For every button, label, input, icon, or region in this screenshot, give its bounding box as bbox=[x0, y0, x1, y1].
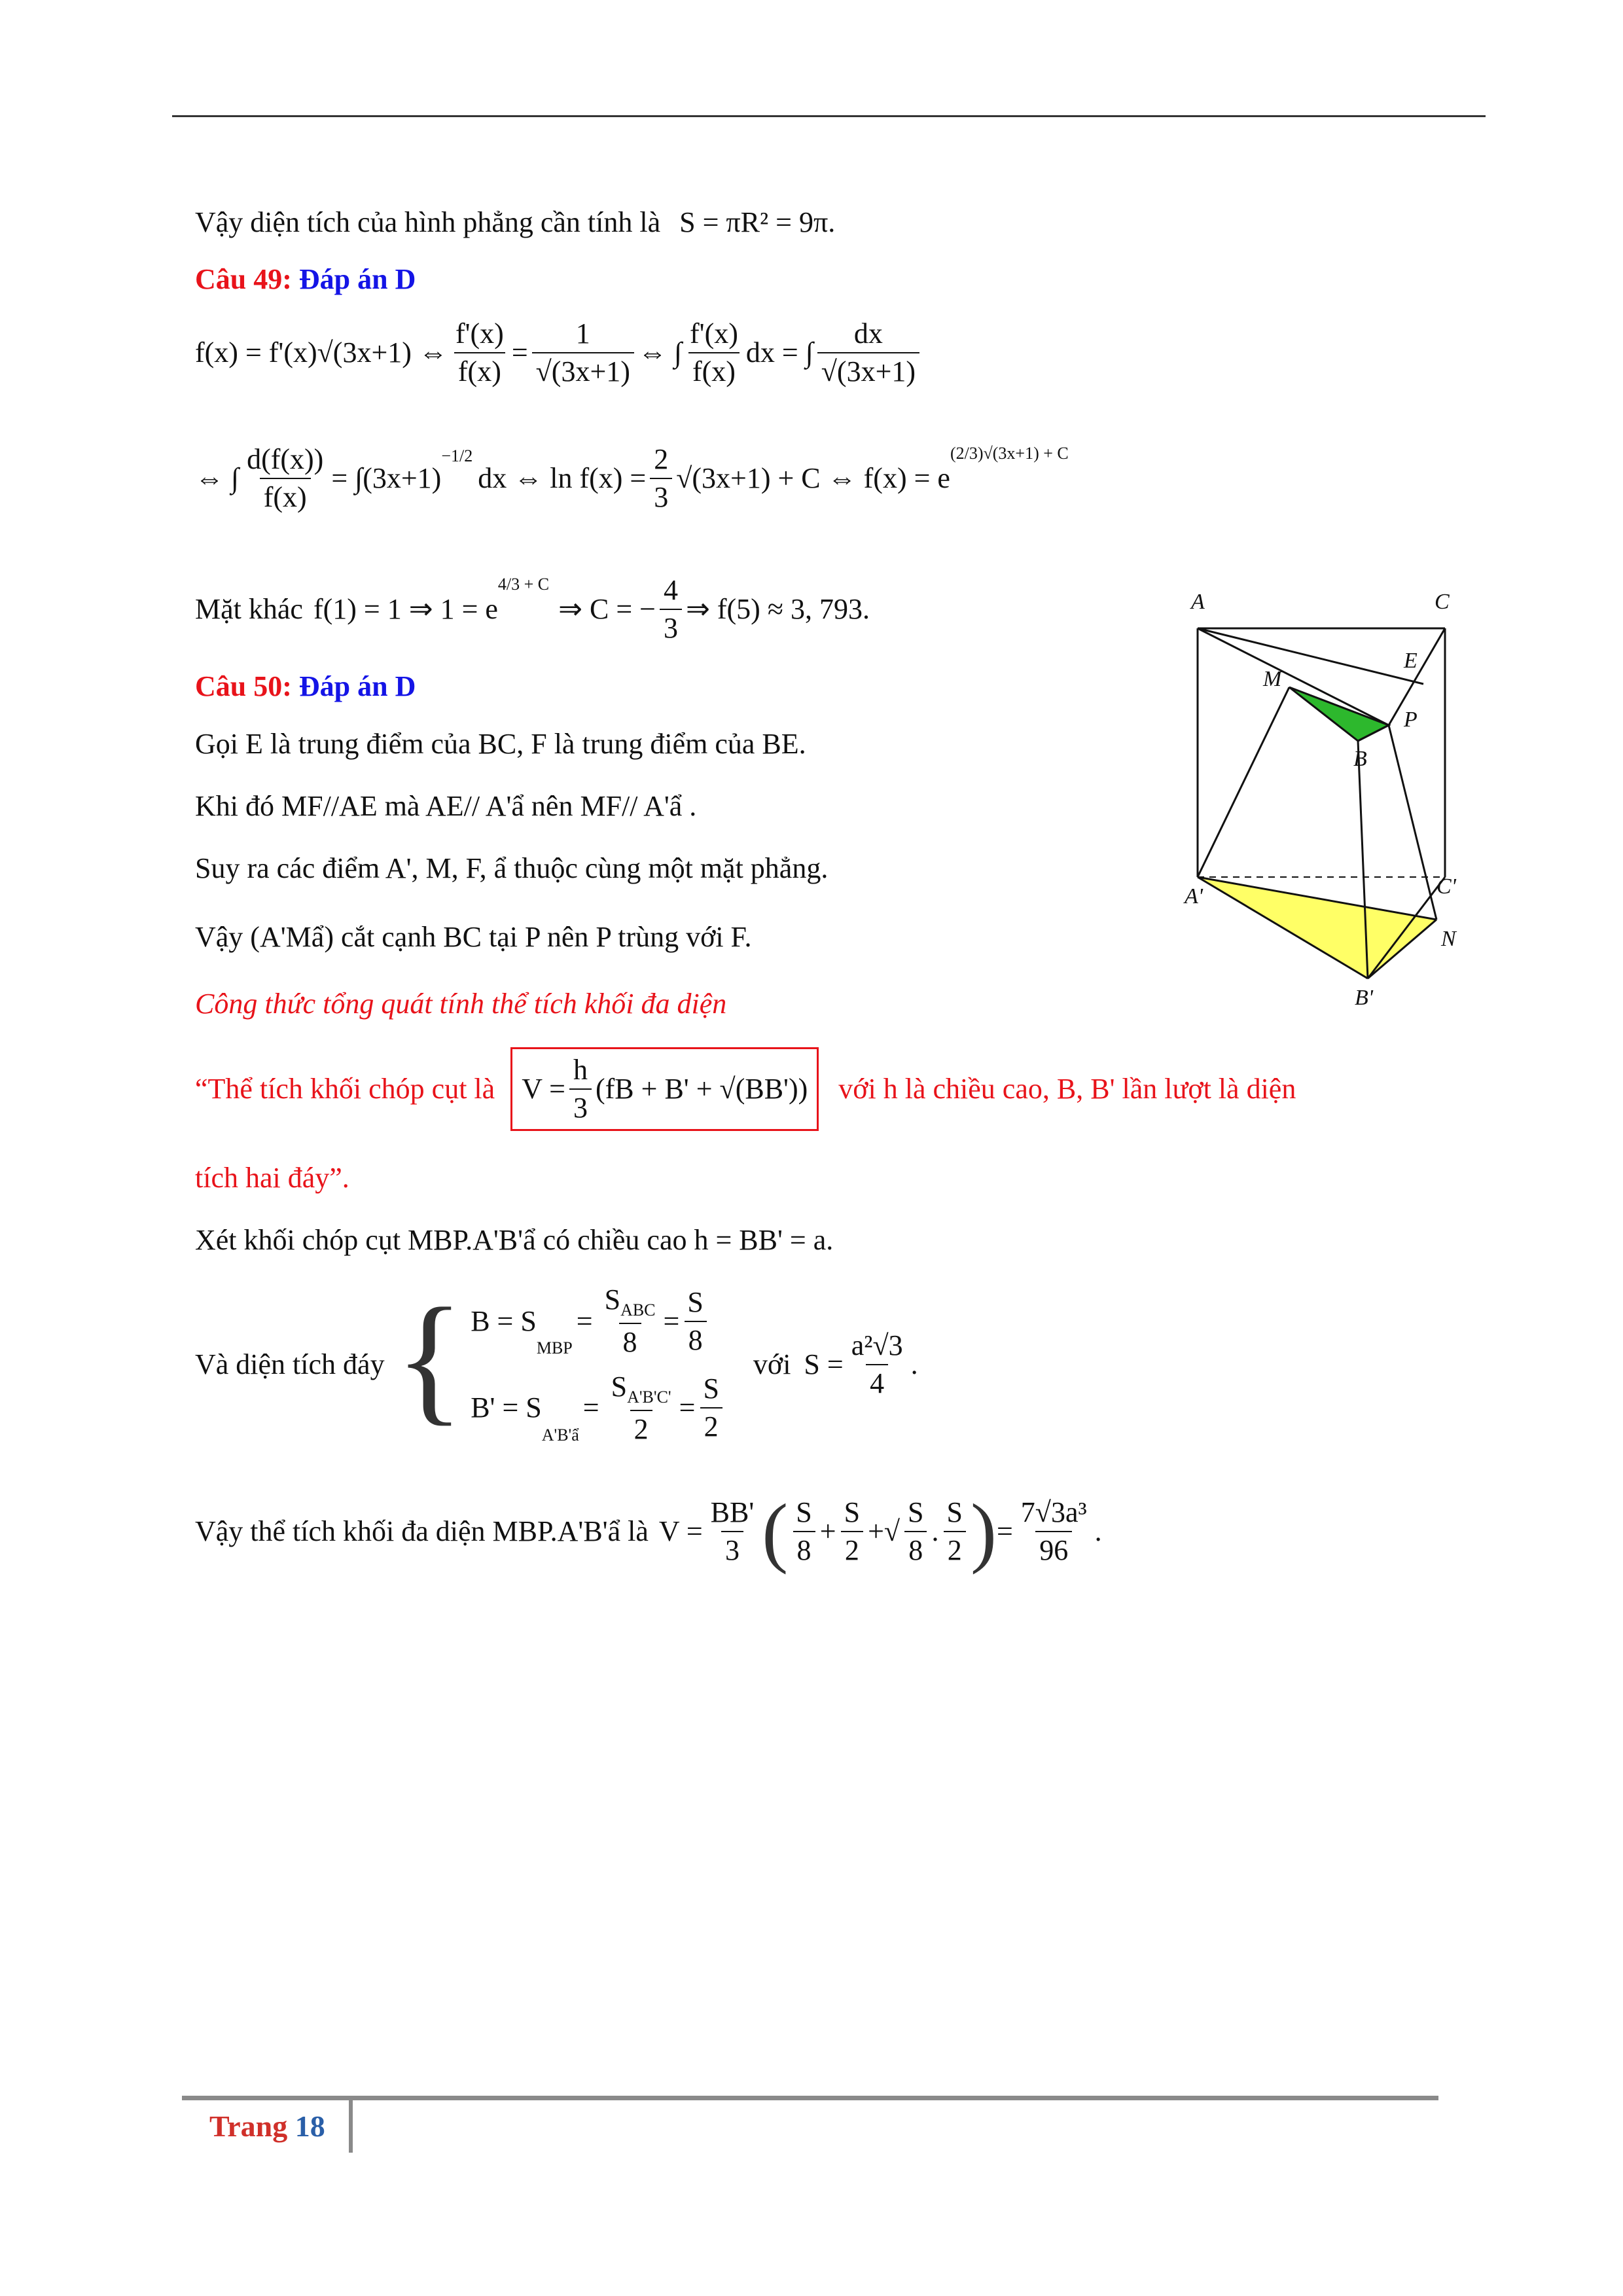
exponent: 4/3 + C bbox=[497, 575, 550, 594]
fraction bbox=[943, 1498, 967, 1565]
formula-heading: Công thức tổng quát tính thể tích khối đa diện bbox=[195, 988, 727, 1020]
numerator: d(f(x)) bbox=[247, 443, 324, 475]
fraction bbox=[699, 1374, 722, 1441]
fraction bbox=[817, 319, 919, 386]
numerator: BB' bbox=[710, 1496, 755, 1528]
numerator: 4 bbox=[664, 574, 678, 606]
answer-label: Đáp án D bbox=[298, 670, 416, 702]
label-C: C bbox=[1435, 590, 1450, 614]
subscript: MBP bbox=[536, 1338, 573, 1357]
fraction bbox=[683, 1285, 707, 1356]
numerator: S bbox=[796, 1496, 812, 1528]
numerator: $S_{A'B'C'}$ bbox=[611, 1371, 671, 1407]
eq-part3: ⇒ f(5) ≈ 3, 793. bbox=[686, 593, 870, 625]
final-volume: Vậy thể tích khối đa diện MBP.A'B'ẩ là V = $\frac{BB'}{3}$ ( $\frac{S}{8}$ + $\frac{S}{2}$ +√ $\frac{S}{8}$ . $\frac{S}{2}$ ) = $\frac{\text{7√3a³}}{96}$ . bbox=[195, 1488, 1102, 1575]
denominator: 3 bbox=[569, 1088, 592, 1122]
fraction bbox=[686, 319, 742, 386]
final-v: V = bbox=[658, 1515, 703, 1547]
final-prefix: Vậy thể tích khối đa diện MBP.A'B'ẩ là bbox=[195, 1515, 649, 1547]
fraction bbox=[569, 1056, 592, 1122]
page-label: Trang bbox=[209, 2109, 288, 2143]
numerator: S bbox=[908, 1496, 924, 1528]
fraction bbox=[840, 1498, 864, 1565]
denominator: 4 bbox=[866, 1364, 888, 1398]
question-label: Câu 49: bbox=[195, 263, 292, 295]
paragraph-line: Khi đó MF//AE mà AE// A'ẩ nên MF// A'ẩ . bbox=[195, 790, 697, 822]
fraction bbox=[707, 1498, 758, 1565]
label-M: M bbox=[1263, 667, 1282, 691]
eq-part2: ⇒ C = − bbox=[558, 593, 656, 625]
exponent: (2/3)√(3x+1) + C bbox=[950, 444, 1069, 463]
denominator: 8 bbox=[904, 1531, 927, 1565]
exponent: −1/2 bbox=[441, 446, 473, 465]
label-E: E bbox=[1404, 649, 1418, 673]
denominator: 3 bbox=[650, 478, 672, 512]
paren-left: ( bbox=[762, 1488, 789, 1575]
denominator: f(x) bbox=[688, 352, 740, 386]
eq-mid: = ∫(3x+1) bbox=[331, 462, 442, 494]
denominator: √(3x+1) bbox=[532, 352, 634, 386]
question-49-heading bbox=[195, 265, 416, 294]
row-lhs: B = S bbox=[471, 1304, 537, 1337]
denominator: 8 bbox=[619, 1323, 641, 1357]
prism-figure bbox=[1178, 576, 1479, 1034]
equation-49-line1 bbox=[195, 319, 923, 386]
eq-mid: dx = ∫ bbox=[745, 336, 813, 368]
page-value: 18 bbox=[294, 2109, 325, 2143]
numerator: a²√3 bbox=[851, 1329, 903, 1361]
label-B: B bbox=[1353, 747, 1367, 771]
paragraph-area-result bbox=[195, 208, 835, 237]
denominator: 2 bbox=[944, 1531, 966, 1565]
label-C-prime: C' bbox=[1436, 874, 1456, 899]
quote-text: tích hai đáy”. bbox=[195, 1162, 349, 1194]
numerator: S bbox=[946, 1496, 963, 1528]
eq-lhs: ⇔ ∫ bbox=[195, 462, 240, 494]
denominator: 8 bbox=[685, 1321, 707, 1355]
s-lhs: S = bbox=[804, 1348, 844, 1380]
area-system: Và diện tích đáy { B = S MBP = $\frac{S_{ABC}}{8}$ = $\frac{S}{8}$ B' = S A'B'ẩ = $\frac{S_{A'B'C'}}{2}$ = $\frac{S}{2}$ với S = $\frac{\text{a²√3}}{4}$ . bbox=[195, 1278, 918, 1445]
system-rows bbox=[471, 1285, 727, 1444]
fraction bbox=[650, 445, 672, 512]
row-lhs: B' = S bbox=[471, 1391, 542, 1424]
eq-prefix: Mặt khác bbox=[195, 593, 303, 625]
box-lhs: V = bbox=[522, 1073, 565, 1105]
eq-lhs: f(x) = f'(x)√(3x+1) ⇔ bbox=[195, 336, 448, 368]
box-rhs: (fB + B' + √(BB')) bbox=[595, 1073, 808, 1105]
denominator: f(x) bbox=[454, 352, 505, 386]
label-B-prime: B' bbox=[1355, 986, 1374, 1010]
numerator: S bbox=[687, 1285, 704, 1318]
question-label: Câu 50: bbox=[195, 670, 292, 702]
denominator: 2 bbox=[841, 1531, 863, 1565]
label-A: A bbox=[1191, 590, 1205, 614]
fraction bbox=[904, 1498, 927, 1565]
footer-rule bbox=[182, 2096, 1438, 2100]
denominator: 8 bbox=[793, 1531, 815, 1565]
numerator: S bbox=[703, 1372, 719, 1405]
denominator: 2 bbox=[700, 1407, 722, 1441]
system-row: B = S MBP = $\frac{S_{ABC}}{8}$ = $\frac{S}{8}$ bbox=[471, 1285, 727, 1357]
math-area: S = πR² = 9π. bbox=[679, 206, 836, 238]
quote-text: với h là chiều cao, B, B' lần lượt là diện bbox=[838, 1073, 1296, 1105]
answer-label: Đáp án D bbox=[298, 263, 416, 295]
equation-49-line3 bbox=[195, 576, 870, 643]
brace-icon: { bbox=[395, 1278, 465, 1438]
label-P: P bbox=[1404, 708, 1418, 732]
paragraph-line: Vậy (A'Mẩ) cắt cạnh BC tại P nên P trùng với F. bbox=[195, 921, 752, 953]
denominator: √(3x+1) bbox=[817, 352, 919, 386]
denominator: 3 bbox=[721, 1531, 743, 1565]
formula-box bbox=[510, 1047, 819, 1131]
fraction bbox=[243, 445, 327, 512]
fraction bbox=[452, 319, 508, 386]
denominator: 3 bbox=[660, 609, 682, 643]
numerator: dx bbox=[853, 317, 883, 350]
header-rule bbox=[172, 115, 1486, 117]
numerator: $S_{ABC}$ bbox=[604, 1283, 656, 1319]
paragraph-line: Xét khối chóp cụt MBP.A'B'ẩ có chiều cao h = BB' = a. bbox=[195, 1224, 834, 1256]
eq-mid2: dx ⇔ ln f(x) = bbox=[478, 462, 647, 494]
eq-end: √(3x+1) + C ⇔ f(x) = e bbox=[676, 462, 950, 494]
system-prefix: Và diện tích đáy bbox=[195, 1348, 385, 1380]
page-number bbox=[209, 2109, 325, 2144]
eq-implies: ⇔ ∫ bbox=[637, 336, 682, 368]
paragraph-line: Gọi E là trung điểm của BC, F là trung điểm của BE. bbox=[195, 728, 806, 760]
numerator: f'(x) bbox=[455, 317, 504, 350]
numerator: f'(x) bbox=[690, 317, 738, 350]
fraction bbox=[601, 1285, 660, 1357]
fraction bbox=[847, 1331, 907, 1398]
denominator: f(x) bbox=[260, 478, 311, 512]
fraction bbox=[1017, 1498, 1091, 1565]
numerator: 7√3a³ bbox=[1020, 1496, 1087, 1528]
question-50-heading bbox=[195, 672, 416, 701]
formula-quote bbox=[195, 1047, 1296, 1131]
denominator: 2 bbox=[630, 1410, 652, 1444]
fraction bbox=[532, 319, 634, 386]
footer-divider bbox=[349, 2099, 353, 2153]
numerator: S bbox=[844, 1496, 861, 1528]
yellow-face bbox=[1198, 877, 1436, 978]
fraction bbox=[660, 576, 682, 643]
label-N: N bbox=[1441, 927, 1456, 951]
equation-49-line2 bbox=[195, 445, 1069, 512]
numerator: 1 bbox=[575, 317, 590, 350]
label-A-prime: A' bbox=[1185, 884, 1204, 908]
quote-text: “Thể tích khối chóp cụt là bbox=[195, 1073, 495, 1105]
system-row: B' = S A'B'ẩ = $\frac{S_{A'B'C'}}{2}$ = $\frac{S}{2}$ bbox=[471, 1372, 727, 1444]
subscript: A'B'ẩ bbox=[541, 1425, 579, 1444]
numerator: h bbox=[573, 1054, 588, 1086]
paren-right: ) bbox=[971, 1488, 997, 1575]
fraction bbox=[792, 1498, 815, 1565]
eq-sign: = bbox=[511, 336, 528, 368]
paragraph-line: Suy ra các điểm A', M, F, ẩ thuộc cùng một mặt phẳng. bbox=[195, 852, 829, 884]
paragraph-text: Vậy diện tích của hình phẳng cần tính là bbox=[195, 206, 661, 238]
eq-part1: f(1) = 1 ⇒ 1 = e bbox=[313, 593, 498, 625]
numerator: 2 bbox=[654, 443, 669, 475]
denominator: 96 bbox=[1035, 1531, 1072, 1565]
with-text: với bbox=[753, 1348, 791, 1380]
fraction bbox=[607, 1372, 675, 1444]
